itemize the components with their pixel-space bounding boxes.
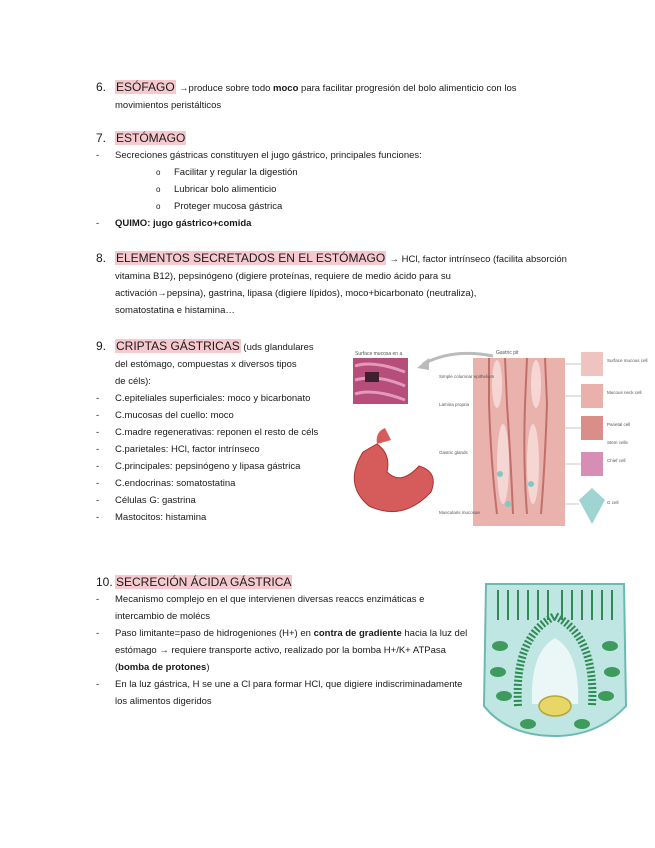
sub-list (115, 164, 576, 215)
body-text: activación→pepsina), gastrina, lipasa (digiere lípidos), moco+bicarbonato (neutraliza), (115, 288, 477, 299)
section-number: 7. (96, 131, 107, 145)
bullet-list (96, 390, 331, 526)
list-item: - Secreciones gástricas constituyen el jugo gástrico, principales funciones: o Facilitar y regular la digestión o Lubricar bolo alimenticio o Proteger mucosa gástrica (96, 147, 576, 215)
svg-text:Gastric glands: Gastric glands (439, 450, 468, 455)
list-item: - En la luz gástrica, H se une a Cl para formar HCl, que digiere indiscriminadamente los alimentos digeridos (96, 676, 476, 710)
list-item: - Mastocitos: histamina (96, 509, 331, 526)
list-item: - Mecanismo complejo en el que intervienen diversas reaccs enzimáticas e intercambio de molécs (96, 591, 476, 625)
list-item: - Paso limitante=paso de hidrogeniones (H+) en contra de gradiente hacia la luz del estómago → requiere transporte activo, realizado por la bomba H+/K+ ATPasa (bomba de protones) (96, 625, 476, 676)
list-item: - C.parietales: HCl, factor intrínseco (96, 441, 331, 458)
parietal-cell-figure (478, 576, 632, 738)
body-text: del estómago, compuestas x diversos tipos (115, 359, 297, 370)
list-item: - C.mucosas del cuello: moco (96, 407, 331, 424)
svg-text:Muscularis mucosae: Muscularis mucosae (439, 510, 481, 515)
list-item: - C.madre regenerativas: reponen el resto de céls (96, 424, 331, 441)
svg-text:Mucous neck cell: Mucous neck cell (607, 390, 642, 395)
svg-text:Surface mucous cell: Surface mucous cell (607, 358, 648, 363)
section-number: 8. (96, 251, 107, 265)
svg-text:Simple columnar epithelium: Simple columnar epithelium (439, 374, 495, 379)
gland-tissue (473, 358, 565, 526)
section-title: ESÓFAGO (116, 80, 175, 94)
bullet-list (96, 591, 476, 710)
svg-text:Gastric pit: Gastric pit (496, 350, 519, 356)
list-item: - QUIMO: jugo gástrico+comida (96, 215, 576, 232)
body-text: de céls): (115, 376, 151, 387)
svg-text:Lamina propria: Lamina propria (439, 402, 470, 407)
section-elementos: 8. ELEMENTOS SECRETADOS EN EL ESTÓMAGO → HCl, factor intrínseco (facilita absorción vitamina B12), pepsinógeno (digiere proteínas, requiere de medio ácido para su activación→pepsina), gastrina, lipasa (digiere lípidos), moco+bicarbonato (neutraliza), somatostatina e histamina… (96, 250, 586, 319)
section-title: ESTÓMAGO (116, 131, 186, 145)
bullet-list (96, 147, 576, 232)
list-item: o Proteger mucosa gástrica (156, 198, 576, 215)
section-criptas: 9. CRIPTAS GÁSTRICAS (uds glandulares del estómago, compuestas x diversos tipos de céls): - C.epiteliales superficiales: moco y bicarbonato - C.mucosas del cuello: moco - C.madre regenerativas: reponen el resto de céls - C.parietales: HCl, factor intrínseco - C.principales: pepsinógeno y lipasa gástrica - C.endocrinas: somatostatina - Células G: gastrina - Mastocitos: histamina (96, 338, 331, 526)
section-number: 6. (96, 80, 107, 94)
svg-text:Stem cells: Stem cells (607, 440, 628, 445)
list-item: - C.epiteliales superficiales: moco y bicarbonato (96, 390, 331, 407)
figure-label: Surface mucosa en a (355, 351, 403, 357)
list-item: o Lubricar bolo alimenticio (156, 181, 576, 198)
section-secrecion (96, 574, 476, 710)
list-item: o Facilitar y regular la digestión (156, 164, 576, 181)
list-item: - Células G: gastrina (96, 492, 331, 509)
section-esofago: 6. ESÓFAGO →produce sobre todo moco para facilitar progresión del bolo alimenticio con los movimientos peristálticos (96, 79, 576, 114)
arrow-glyph: → (179, 83, 189, 94)
section-estomago (96, 130, 576, 232)
nucleus (539, 696, 571, 716)
section-title: CRIPTAS GÁSTRICAS (116, 339, 240, 353)
section-title: ELEMENTOS SECRETADOS EN EL ESTÓMAGO (116, 251, 386, 265)
list-item: - C.principales: pepsinógeno y lipasa gástrica (96, 458, 331, 475)
body-text: somatostatina e histamina… (115, 305, 235, 316)
body-text: movimientos peristálticos (115, 100, 222, 111)
svg-text:Chief cell: Chief cell (607, 458, 626, 463)
section-number: 9. (96, 339, 107, 353)
body-text: vitamina B12), pepsinógeno (digiere proteínas, requiere de medio ácido para su (115, 271, 451, 282)
svg-text:Parietal cell: Parietal cell (607, 422, 631, 427)
section-number: 10. (96, 575, 113, 589)
list-item: - C.endocrinas: somatostatina (96, 475, 331, 492)
svg-text:G cell: G cell (607, 500, 619, 505)
gastric-gland-figure (333, 344, 655, 532)
section-title: SECRECIÓN ÁCIDA GÁSTRICA (116, 575, 292, 589)
